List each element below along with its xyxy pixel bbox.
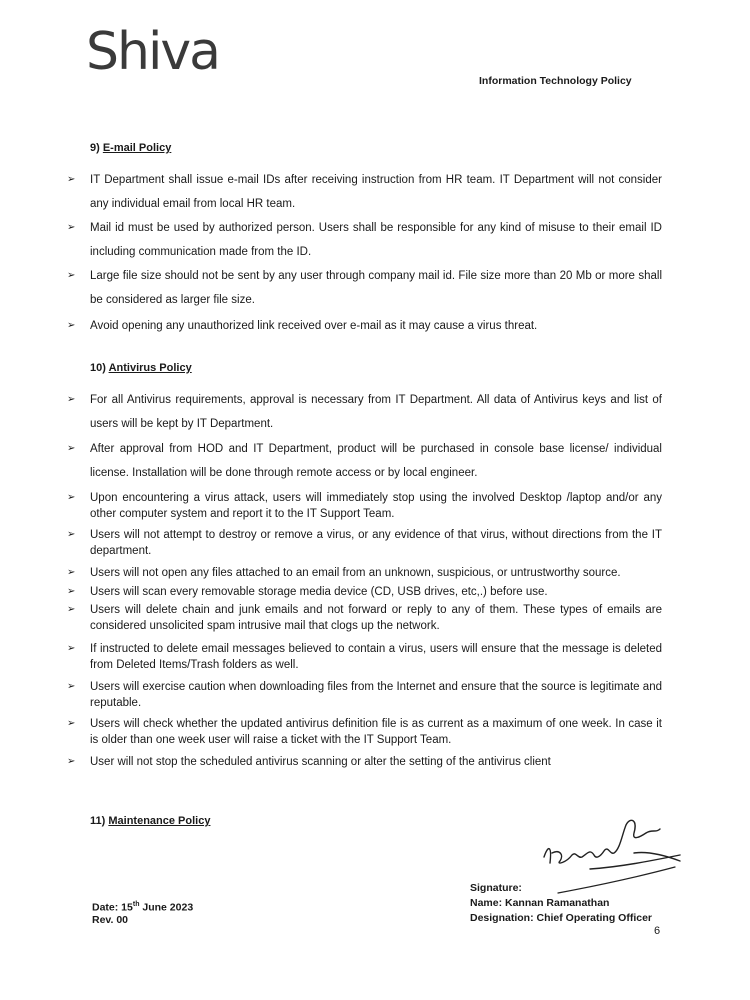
section-title: Maintenance Policy bbox=[108, 815, 211, 827]
arrowhead-bullet-icon: ➢ bbox=[67, 756, 76, 767]
page-number: 6 bbox=[654, 925, 661, 937]
document-date: Date: 15th June 2023 bbox=[92, 901, 194, 914]
signature-label: Signature: bbox=[470, 882, 522, 894]
section-heading-maintenance bbox=[90, 815, 210, 827]
list-item: ➢ For all Antivirus requirements, approval is necessary from IT Department. All data of Antivirus keys and list of users will be kept by IT Department. bbox=[67, 388, 662, 436]
arrowhead-bullet-icon: ➢ bbox=[67, 320, 76, 331]
list-item: ➢ Users will exercise caution when downloading files from the Internet and ensure that the source is legitimate and reputable. bbox=[67, 681, 662, 709]
list-item: ➢ Users will check whether the updated antivirus definition file is as current as a maximum of one week. In case it is older than one week user will raise a ticket with the IT Support Team. bbox=[67, 718, 662, 746]
arrowhead-bullet-icon: ➢ bbox=[67, 718, 76, 729]
section-number: 10) bbox=[90, 362, 106, 374]
revision: Rev. 00 bbox=[92, 914, 128, 926]
arrowhead-bullet-icon: ➢ bbox=[67, 529, 76, 540]
section-number: 9) bbox=[90, 142, 100, 154]
arrowhead-bullet-icon: ➢ bbox=[67, 586, 76, 597]
section-title: E-mail Policy bbox=[102, 142, 172, 154]
arrowhead-bullet-icon: ➢ bbox=[67, 643, 76, 654]
arrowhead-bullet-icon: ➢ bbox=[67, 492, 76, 503]
arrowhead-bullet-icon: ➢ bbox=[67, 394, 76, 405]
arrowhead-bullet-icon: ➢ bbox=[67, 567, 76, 578]
arrowhead-bullet-icon: ➢ bbox=[67, 443, 76, 454]
signatory-name: Name: Kannan Ramanathan bbox=[470, 897, 610, 909]
arrowhead-bullet-icon: ➢ bbox=[67, 604, 76, 615]
section-heading-email bbox=[90, 142, 171, 154]
list-item: ➢ Users will scan every removable storage media device (CD, USB drives, etc,.) before use. bbox=[67, 586, 548, 598]
list-item: ➢ Large file size should not be sent by any user through company mail id. File size more than 20 Mb or more shall be considered as larger file size. bbox=[67, 264, 662, 312]
list-item: ➢ Users will delete chain and junk emails and not forward or reply to any of them. These types of emails are considered unsolicited spam intrusive mail that clogs up the network. bbox=[67, 604, 662, 632]
list-item: ➢ IT Department shall issue e-mail IDs after receiving instruction from HR team. IT Department will not consider any individual email from local HR team. bbox=[67, 168, 662, 216]
list-item: ➢ Avoid opening any unauthorized link received over e-mail as it may cause a virus threat. bbox=[67, 314, 662, 338]
arrowhead-bullet-icon: ➢ bbox=[67, 270, 76, 281]
list-item: ➢ Mail id must be used by authorized person. Users shall be responsible for any kind of misuse to their email ID including communication made from the ID. bbox=[67, 216, 662, 264]
list-item: ➢ If instructed to delete email messages believed to contain a virus, users will ensure that the message is deleted from Deleted Items/Trash folders as well. bbox=[67, 643, 662, 671]
list-item: ➢ Upon encountering a virus attack, users will immediately stop using the involved Desktop /laptop and/or any other computer system and report it to the IT Support Team. bbox=[67, 492, 662, 520]
signatory-designation: Designation: Chief Operating Officer bbox=[470, 912, 653, 924]
section-title: Antivirus Policy bbox=[108, 362, 192, 374]
arrowhead-bullet-icon: ➢ bbox=[67, 681, 76, 692]
section-heading-antivirus bbox=[90, 362, 192, 374]
list-item: ➢ Users will not attempt to destroy or remove a virus, or any evidence of that virus, without directions from the IT department. bbox=[67, 529, 662, 557]
list-item: ➢ Users will not open any files attached to an email from an unknown, suspicious, or untrustworthy source. bbox=[67, 567, 621, 579]
arrowhead-bullet-icon: ➢ bbox=[67, 222, 76, 233]
handwritten-signature bbox=[530, 805, 690, 895]
arrowhead-bullet-icon: ➢ bbox=[67, 174, 76, 185]
document-title: Information Technology Policy bbox=[479, 75, 632, 87]
section-number: 11) bbox=[90, 815, 106, 827]
list-item: ➢ User will not stop the scheduled antivirus scanning or alter the setting of the antivirus client bbox=[67, 756, 551, 768]
list-item: ➢ After approval from HOD and IT Department, product will be purchased in console base license/ individual license. Installation will be done through remote access or by local engineer. bbox=[67, 437, 662, 485]
company-logo: Shiva bbox=[86, 22, 220, 82]
